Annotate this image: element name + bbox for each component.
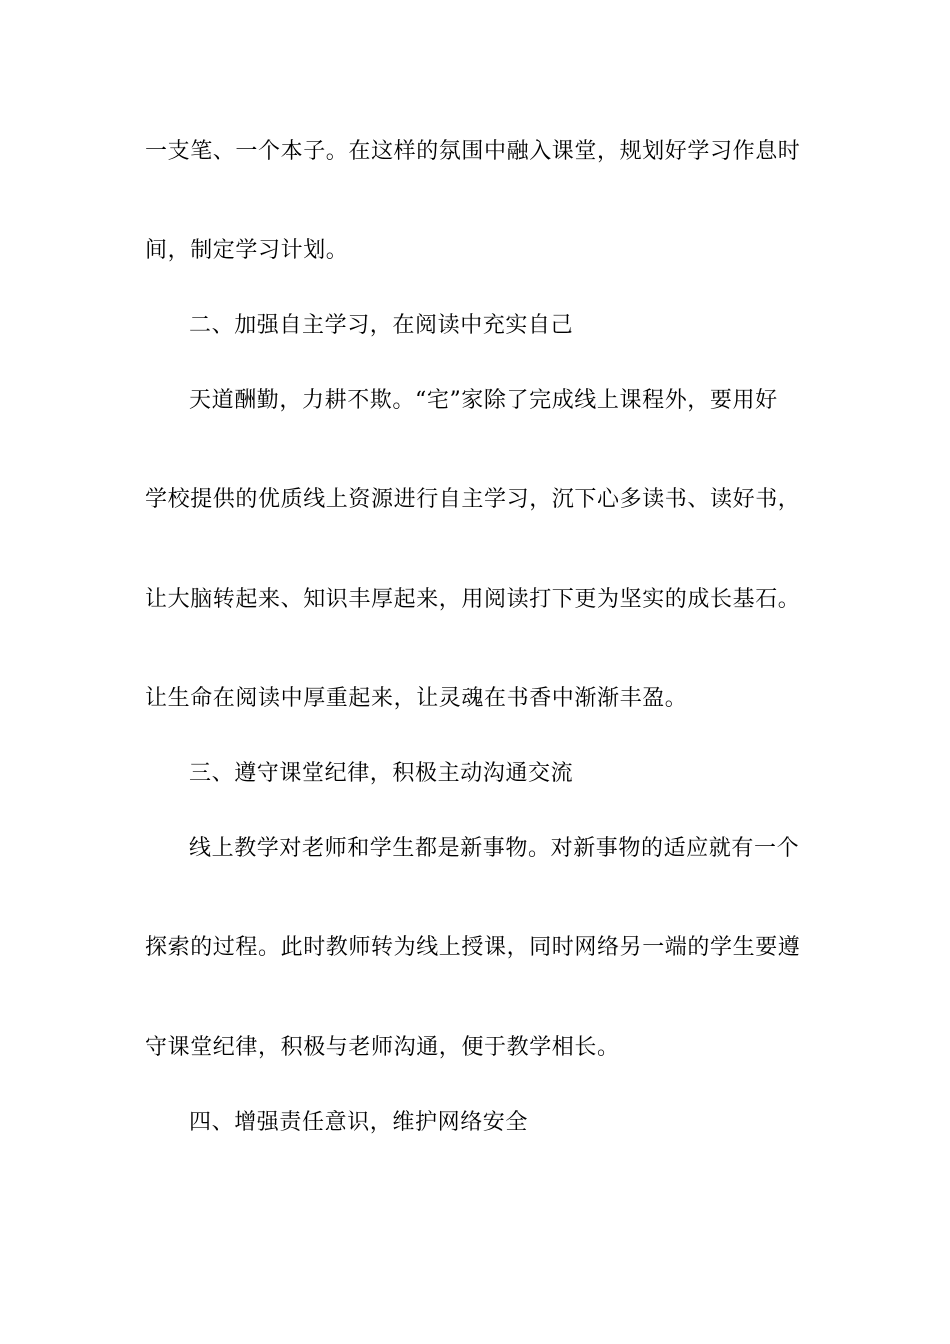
body-text-line: 让大脑转起来、知识丰厚起来，用阅读打下更为坚实的成长基石。	[145, 587, 801, 612]
section-heading-4: 四、增强责任意识，维护网络安全	[189, 1110, 529, 1135]
body-text-line: 守课堂纪律，积极与老师沟通，便于教学相长。	[145, 1035, 620, 1060]
body-text-line: 学校提供的优质线上资源进行自主学习，沉下心多读书、读好书，	[145, 487, 801, 512]
section-heading-2: 二、加强自主学习，在阅读中充实自己	[189, 313, 574, 338]
body-text-line: 间，制定学习计划。	[145, 238, 349, 263]
body-text-line: 探索的过程。此时教师转为线上授课，同时网络另一端的学生要遵	[145, 935, 801, 960]
section-heading-3: 三、遵守课堂纪律，积极主动沟通交流	[189, 761, 574, 786]
body-text-line: 让生命在阅读中厚重起来，让灵魂在书香中渐渐丰盈。	[145, 686, 688, 711]
paragraph-first-line: 线上教学对老师和学生都是新事物。对新事物的适应就有一个	[189, 836, 800, 861]
body-text-line: 一支笔、一个本子。在这样的氛围中融入课堂，规划好学习作息时	[145, 139, 801, 164]
paragraph-first-line: 天道酬勤，力耕不欺。“宅”家除了完成线上课程外，要用好	[189, 388, 778, 413]
